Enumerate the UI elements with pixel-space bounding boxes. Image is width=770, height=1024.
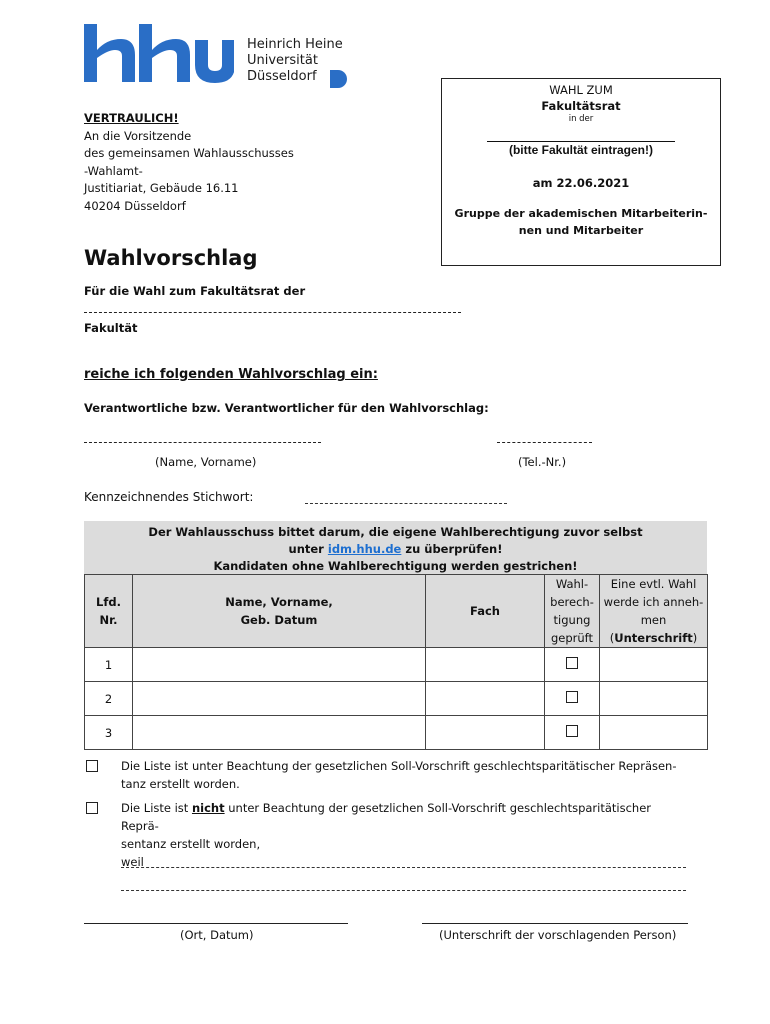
table-row [85,716,708,750]
election-heading: WAHL ZUM [549,83,613,97]
option-parity-yes [84,757,689,793]
option-text: sentanz erstellt worden, [121,837,261,851]
header-text: Geb. Datum [240,613,318,627]
address-line: des gemeinsamen Wahlausschusses [84,146,294,160]
faculty-label: Fakultät [84,321,138,335]
header-text: Lfd. [96,595,121,609]
place-date-line[interactable] [84,923,348,924]
option-text: weil [121,855,144,869]
header-text: berech- [550,595,594,609]
faculty-hint: (bitte Fakultät eintragen!) [508,143,653,157]
name-caption: (Name, Vorname) [155,455,257,469]
eligibility-checkbox-cell [545,648,600,682]
faculty-name-field[interactable] [84,312,461,313]
table-row [85,682,708,716]
university-name [247,37,343,85]
notice-line-3: Kandidaten ohne Wahlberechtigung werden gestrichen! [213,559,578,573]
eligibility-checkbox[interactable] [566,657,578,669]
eligibility-checkbox-cell [545,682,600,716]
parity-no-checkbox[interactable] [86,802,98,814]
logo-accent-mark [330,70,350,88]
logo-line-2: Universität [247,53,318,68]
signature-cell[interactable] [600,716,708,750]
election-date: am 22.06.2021 [532,176,630,190]
place-date-caption: (Ort, Datum) [180,928,254,942]
election-body: Fakultätsrat [541,99,621,113]
group-line: Gruppe der akademischen Mitarbeiterin- [454,207,708,220]
eligibility-checkbox-cell [545,716,600,750]
election-info-box [441,78,721,266]
notice-text: unter [288,542,328,556]
col-check-header [545,575,600,648]
eligibility-notice [84,521,707,575]
option-not-emphasis: nicht [191,801,225,815]
col-name-header [133,575,426,648]
header-text: men [640,613,667,627]
tel-field[interactable] [497,442,592,443]
faculty-input-line[interactable] [487,141,675,142]
keyword-label: Kennzeichnendes Stichwort: [84,490,254,504]
header-text: Eine evtl. Wahl [610,577,697,591]
signature-line[interactable] [422,923,688,924]
col-fach-header: Fach [426,575,545,648]
logo-line-3: Düsseldorf [247,69,317,84]
address-line: An die Vorsitzende [84,128,192,143]
submit-statement: reiche ich folgenden Wahlvorschlag ein: [84,367,378,382]
option-text: Die Liste ist unter Beachtung der gesetzlichen Soll-Vorschrift geschlechtsparitätischer Repräsen- [121,759,677,773]
address-line: 40204 Düsseldorf [84,198,186,213]
confidential-label: VERTRAULICH! [84,111,179,125]
option-text: tanz erstellt worden. [121,777,240,791]
row-nr: 3 [85,716,133,750]
header-text: (Unterschrift) [609,631,698,645]
header-bold: Unterschrift [614,631,693,645]
for-election-label: Für die Wahl zum Fakultätsrat der [84,284,306,298]
name-cell[interactable] [133,648,426,682]
address-line: -Wahlamt- [84,163,143,178]
header-text: geprüft [550,631,594,645]
option-parity-no [84,799,689,871]
row-nr: 1 [85,648,133,682]
fach-cell[interactable] [426,648,545,682]
parity-yes-checkbox[interactable] [86,760,98,772]
idm-link[interactable]: idm.hhu.de [327,542,402,556]
eligibility-checkbox[interactable] [566,691,578,703]
eligibility-checkbox[interactable] [566,725,578,737]
signature-cell[interactable] [600,648,708,682]
signature-cell[interactable] [600,682,708,716]
notice-line-2 [84,541,707,558]
address-line: Justitiariat, Gebäude 16.11 [84,181,239,195]
header-text: tigung [553,613,591,627]
notice-text: zu überprüfen! [401,542,503,556]
hhu-logo [84,24,234,84]
name-field[interactable] [84,442,321,443]
responsible-label: Verantwortliche bzw. Verantwortlicher für den Wahlvorschlag: [84,401,489,415]
reason-line-2[interactable] [121,890,686,891]
candidate-table [84,574,708,750]
recipient-address [84,110,294,215]
header-text: werde ich anneh- [603,595,704,609]
table-header-row [85,575,708,648]
col-nr-header [85,575,133,648]
election-in-der: in der [568,114,594,124]
header-text: Wahl- [555,577,589,591]
table-row [85,648,708,682]
page-title: Wahlvorschlag [84,246,258,270]
logo-line-1: Heinrich Heine [247,37,343,52]
notice-line-1: Der Wahlausschuss bittet darum, die eigene Wahlberechtigung zuvor selbst [148,525,643,539]
reason-line-1[interactable] [121,867,686,868]
name-cell[interactable] [133,682,426,716]
name-cell[interactable] [133,716,426,750]
election-group [442,205,720,239]
option-text [121,799,689,835]
tel-caption: (Tel.-Nr.) [518,455,567,469]
header-text: Nr. [99,613,118,627]
option-text-part: unter Beachtung der gesetzlichen Soll-Vorschrift geschlechtsparitätischer Reprä- [121,801,652,833]
keyword-field[interactable] [305,503,507,504]
fach-cell[interactable] [426,716,545,750]
fach-cell[interactable] [426,682,545,716]
signature-caption: (Unterschrift der vorschlagenden Person) [439,928,677,942]
header-text: Name, Vorname, [225,595,333,609]
row-nr: 2 [85,682,133,716]
group-line: nen und Mitarbeiter [518,224,644,237]
col-sign-header [600,575,708,648]
option-text-part: Die Liste ist [121,801,192,815]
